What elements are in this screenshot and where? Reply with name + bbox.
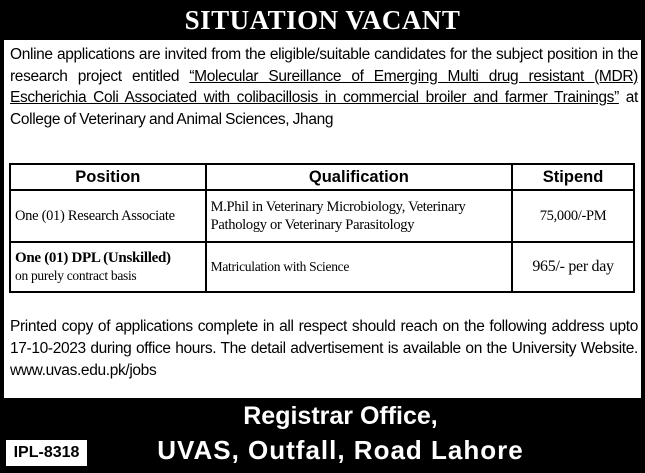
position-title: One (01) DPL (Unskilled) [15,250,171,266]
closing-paragraph: Printed copy of applications complete in all respect should reach on the following address upto 17-10-2023 during office hours. The detail advertisement is available on the University Website. www.uvas.edu.pk/jobs [10,318,638,379]
ipl-code-badge: IPL-8318 [5,439,88,467]
footer [0,398,645,473]
stipend-cell: 75,000/-PM [512,190,634,242]
header-position: Position [10,164,206,190]
page-title: SITUATION VACANT [0,0,645,40]
position-cell [10,242,206,292]
table-row [10,242,634,292]
table-row [10,190,634,242]
position-title: One (01) Research Associate [15,208,175,224]
qualification-cell: M.Phil in Veterinary Microbiology, Veterinary Pathology or Veterinary Parasitology [206,190,512,242]
position-cell [10,190,206,242]
positions-table [9,163,635,293]
header-qualification: Qualification [206,164,512,190]
intro-tail: at College of Veterinary and Animal Sciences, Jhang [10,89,639,128]
advertisement-body [4,40,641,398]
office-name: Registrar Office, [243,402,438,430]
intro-lead: Online applications are invited from the eligible/suitable candidates for the subject position in the research project entitled [10,46,638,85]
stipend-cell: 965/- per day [512,242,634,292]
project-title: “Molecular Sureillance of Emerging Multi drug resistant (MDR) Escherichia Coli Associated with colibacillosis in commercial broiler and farmer Trainings” [10,67,638,106]
table-header-row [10,164,634,190]
position-note: on purely contract basis [15,268,137,283]
qualification-cell: Matriculation with Science [206,242,512,292]
intro-paragraph [10,44,638,130]
header-stipend: Stipend [512,164,634,190]
office-address: UVAS, Outfall, Road Lahore [157,435,524,465]
